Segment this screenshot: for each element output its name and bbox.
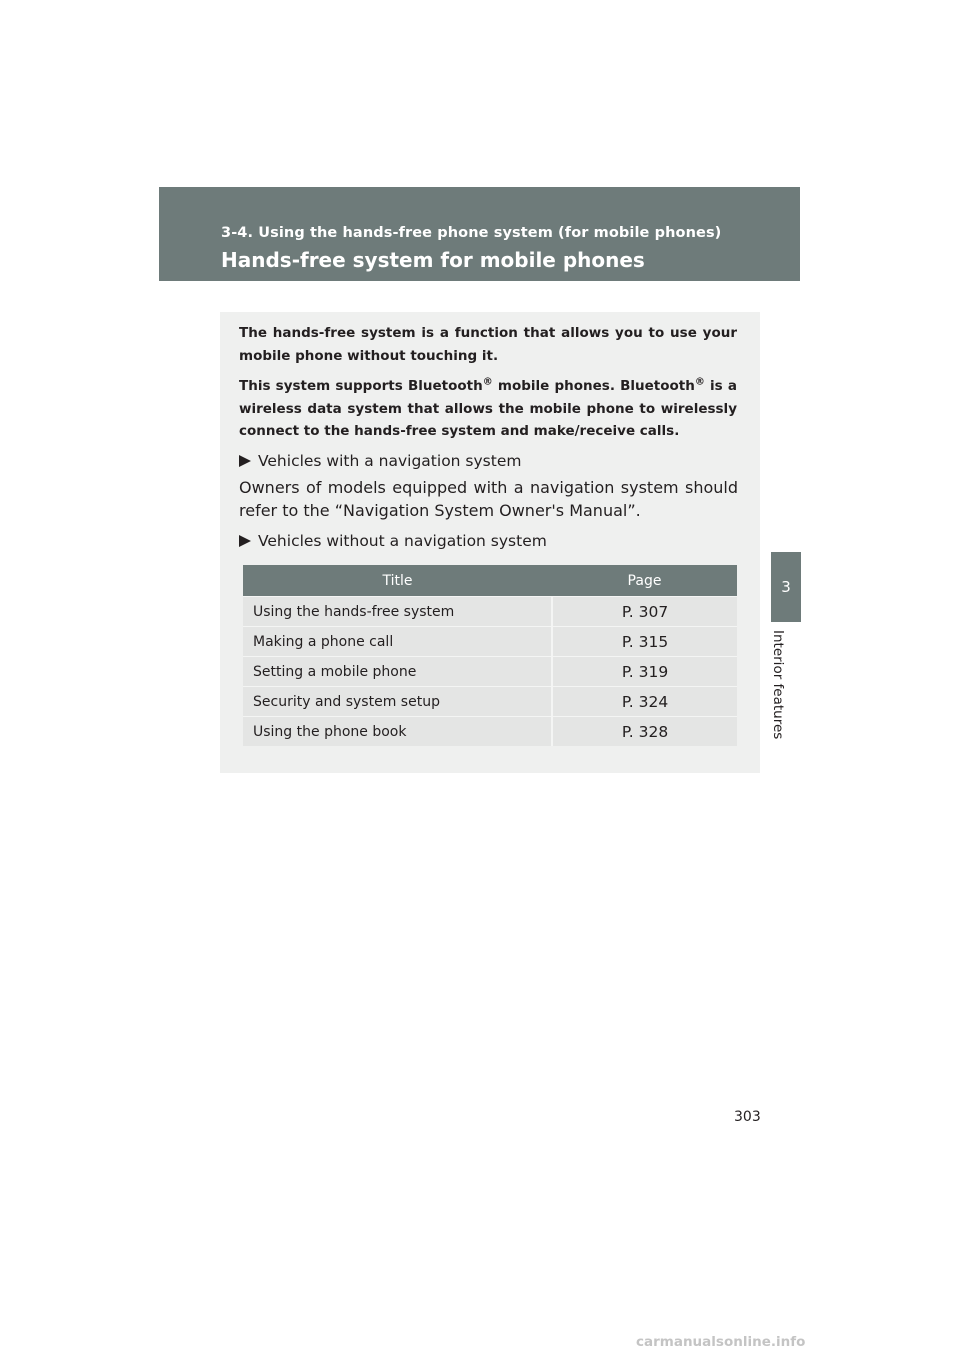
row-title: Setting a mobile phone	[243, 657, 552, 687]
column-title-header: Title	[243, 565, 552, 597]
content-box	[220, 312, 760, 773]
table-row	[243, 597, 737, 627]
intro-paragraph-2: This system supports Bluetooth® mobile phones. Bluetooth® is a wireless data system that allows the mobile phone to wirelessly connect to the hands-free system and make/receive calls.	[239, 376, 737, 439]
triangle-bullet-icon	[239, 455, 251, 467]
intro-text	[239, 322, 737, 451]
table-row	[243, 687, 737, 717]
intro-paragraph-1: The hands-free system is a function that allows you to use your mobile phone without touching it.	[239, 325, 737, 364]
navigation-manual-note: Owners of models equipped with a navigation system should refer to the “Navigation System Owner's Manual”.	[239, 478, 738, 520]
row-title: Using the phone book	[243, 717, 552, 747]
row-page-link[interactable]: P. 307	[552, 597, 737, 627]
page-title: Hands-free system for mobile phones	[221, 248, 645, 272]
row-title: Security and system setup	[243, 687, 552, 717]
column-page-header: Page	[552, 565, 737, 597]
table-row	[243, 717, 737, 747]
chapter-tab: 3	[771, 552, 801, 622]
page-number: 303	[734, 1109, 761, 1125]
row-page-link[interactable]: P. 315	[552, 627, 737, 657]
watermark: carmanualsonline.info	[636, 1334, 806, 1350]
row-page-link[interactable]: P. 319	[552, 657, 737, 687]
header-band	[159, 187, 800, 281]
row-title: Making a phone call	[243, 627, 552, 657]
table-row	[243, 657, 737, 687]
triangle-bullet-icon	[239, 535, 251, 547]
table-row	[243, 627, 737, 657]
row-page-link[interactable]: P. 324	[552, 687, 737, 717]
row-title: Using the hands-free system	[243, 597, 552, 627]
chapter-label: Interior features	[770, 630, 786, 740]
section-reference: 3-4. Using the hands-free phone system (for mobile phones)	[221, 225, 722, 241]
row-page-link[interactable]: P. 328	[552, 717, 737, 747]
contents-table	[243, 565, 737, 746]
without-nav-heading: Vehicles without a navigation system	[239, 532, 547, 550]
with-nav-heading: Vehicles with a navigation system	[239, 452, 521, 470]
table-header-row	[243, 565, 737, 597]
